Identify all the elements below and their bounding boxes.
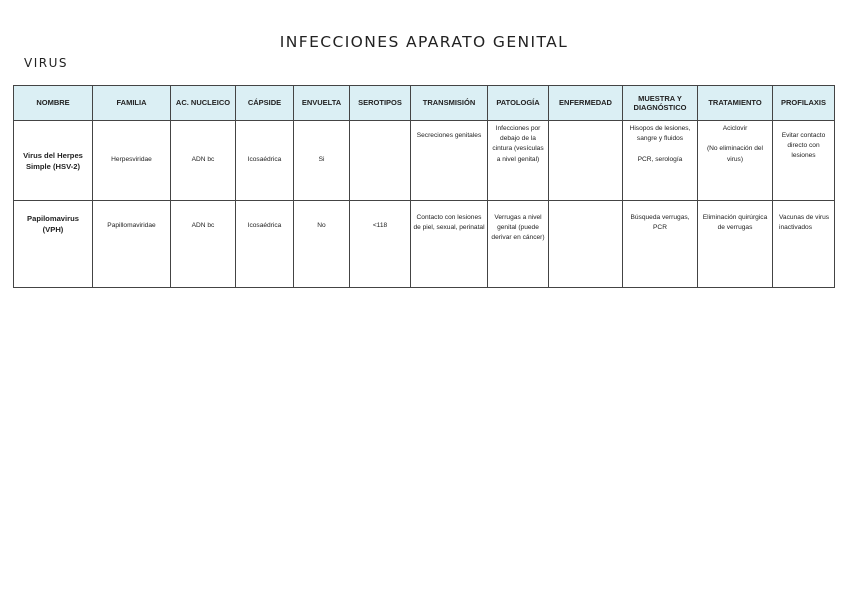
header-nombre: NOMBRE (14, 86, 93, 121)
cell-serotipos (350, 121, 411, 201)
cell-capside: Icosaédrica (236, 201, 294, 288)
cell-nombre: Papilomavirus (VPH) (14, 201, 93, 288)
cell-familia: Papillomaviridae (93, 201, 171, 288)
infections-table (13, 85, 835, 288)
cell-profilaxis: Evitar contacto directo con lesiones (773, 121, 835, 201)
header-transmision: TRANSMISIÓN (411, 86, 488, 121)
header-enfermedad: ENFERMEDAD (549, 86, 623, 121)
cell-profilaxis: Vacunas de virus inactivados (773, 201, 835, 288)
section-heading: VIRUS (24, 56, 68, 70)
header-profilaxis: PROFILAXIS (773, 86, 835, 121)
cell-ac-nucleico: ADN bc (171, 201, 236, 288)
cell-patologia: Infecciones por debajo de la cintura (vesículas a nivel genital) (488, 121, 549, 201)
header-envuelta: ENVUELTA (294, 86, 350, 121)
cell-envuelta: No (294, 201, 350, 288)
cell-tratamiento: Eliminación quirúrgica de verrugas (698, 201, 773, 288)
header-ac-nucleico: AC. NUCLEICO (171, 86, 236, 121)
cell-enfermedad (549, 121, 623, 201)
cell-transmision: Secreciones genitales (411, 121, 488, 201)
header-tratamiento: TRATAMIENTO (698, 86, 773, 121)
cell-enfermedad (549, 201, 623, 288)
header-patologia: PATOLOGÍA (488, 86, 549, 121)
page-title: INFECCIONES APARATO GENITAL (279, 33, 569, 51)
cell-nombre: Virus del Herpes Simple (HSV-2) (14, 121, 93, 201)
cell-ac-nucleico: ADN bc (171, 121, 236, 201)
header-serotipos: SEROTIPOS (350, 86, 411, 121)
cell-serotipos: <118 (350, 201, 411, 288)
header-familia: FAMILIA (93, 86, 171, 121)
table-row (14, 121, 835, 201)
header-row (14, 86, 835, 121)
cell-muestra-diagnostico: Búsqueda verrugas, PCR (623, 201, 698, 288)
cell-muestra-diagnostico: Hisopos de lesiones, sangre y fluidos PCR, serología (623, 121, 698, 201)
cell-transmision: Contacto con lesiones de piel, sexual, perinatal (411, 201, 488, 288)
cell-tratamiento: Aciclovir (No eliminación del virus) (698, 121, 773, 201)
header-capside: CÁPSIDE (236, 86, 294, 121)
cell-capside: Icosaédrica (236, 121, 294, 201)
cell-familia: Herpesviridae (93, 121, 171, 201)
cell-patologia: Verrugas a nivel genital (puede derivar en cáncer) (488, 201, 549, 288)
cell-envuelta: Si (294, 121, 350, 201)
header-muestra-diagnostico: MUESTRA Y DIAGNÓSTICO (623, 86, 698, 121)
table-row (14, 201, 835, 288)
